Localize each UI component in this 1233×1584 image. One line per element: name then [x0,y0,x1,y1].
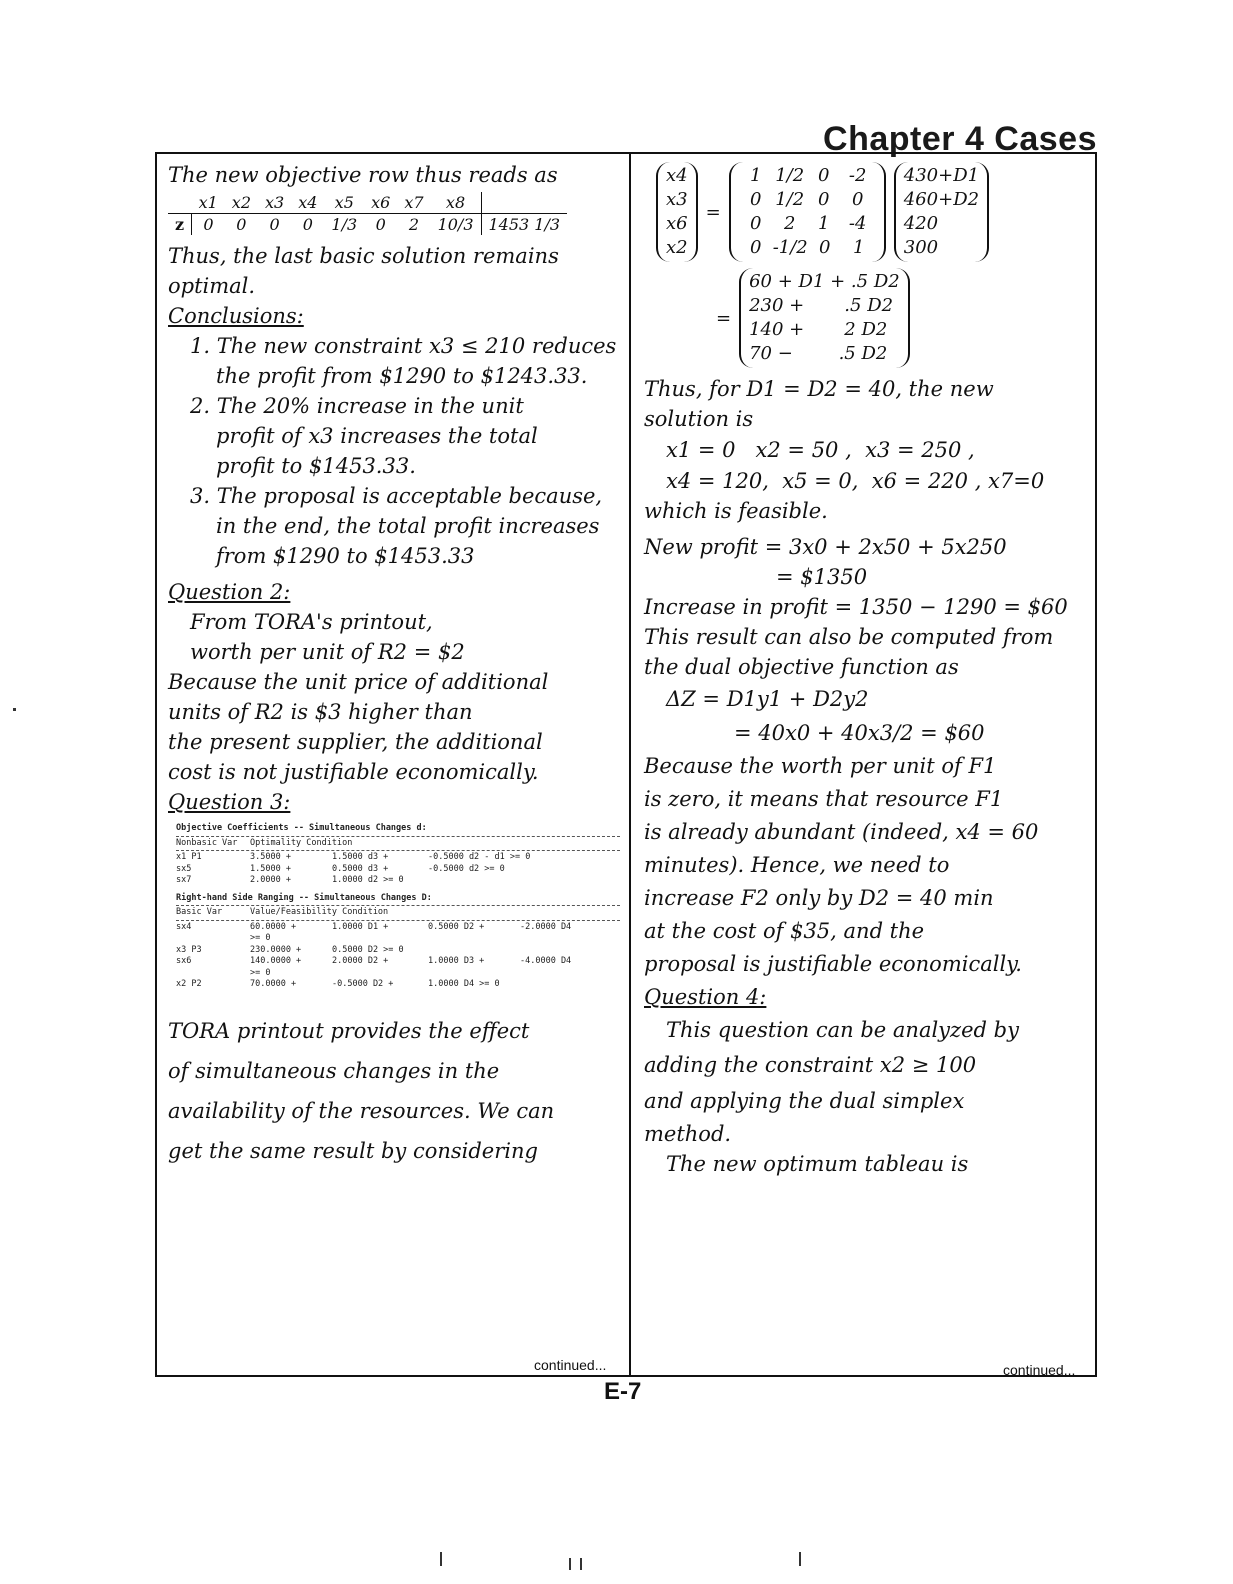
tora-cell: 0.5000 d3 + [332,863,389,874]
matrix-entry: -4 [848,213,867,234]
tora-cell: -0.5000 d2 >= 0 [428,863,505,874]
tora-cell: x3 P3 [176,944,202,955]
equals-sign: = [705,201,721,223]
tora-row [176,968,620,980]
right-column [644,160,1092,1179]
text-line: the present supplier, the additional [168,730,543,754]
question3-heading: Question 3: [168,790,291,814]
text-line: of simultaneous changes in the [168,1058,500,1083]
solution-line: x1 = 0 x2 = 50 , x3 = 250 , [666,438,975,462]
matrix-entry: 0 [817,189,830,210]
tora-cell: >= 0 [250,933,271,943]
delta-line: = 40x0 + 40x3/2 = $60 [734,721,985,745]
text-line: The new optimum tableau is [666,1152,969,1176]
matrix-entry: 1 [749,165,762,186]
text-line: This result can also be computed from [644,625,1054,649]
text-line: units of R2 is $3 higher than [168,700,473,724]
tora-section-title: Right-hand Side Ranging -- Simultaneous Changes D: [176,892,432,903]
result-vector [739,268,910,368]
tora-cell: 0.5000 D2 + [428,921,485,932]
tora-cell: sx4 [176,921,192,932]
table-corner [168,192,192,214]
text-line: and applying the dual simplex [644,1089,965,1113]
vector-entry: 60 + D1 + .5 D2 [749,271,900,292]
equals-sign: = [716,307,732,329]
tora-cell: 70.0000 + [250,979,297,989]
tora-cell: x1 P1 [176,852,202,862]
vector-entry: x6 [666,213,688,234]
text-line: at the cost of $35, and the [644,919,925,943]
result-equation [652,268,1092,368]
col-header: x1 [192,192,225,214]
left-column [168,160,620,1171]
continued-label-right: continued... [1003,1362,1076,1378]
page-number: E-7 [604,1378,642,1405]
matrix-entry: 0 [851,189,864,210]
table-cell: 0 [375,215,386,234]
col-header: x4 [291,192,324,214]
basis-vector [656,162,698,262]
matrix-entry: 0 [819,237,831,258]
scan-mark [569,1558,571,1570]
text-line: Because the unit price of additional [168,670,549,694]
tora-cell [176,968,250,980]
column-divider [629,152,631,1377]
tora-cell: 1.0000 D4 >= 0 [428,979,500,989]
tora-cell: Value/Feasibility Condition [250,907,389,917]
tora-cell: 1.0000 D3 + [428,956,485,966]
conclusions-heading: Conclusions: [168,304,304,328]
vector-entry: x2 [666,237,688,258]
tora-cell: Basic Var [176,907,223,917]
vector-entry: 420 [903,213,939,234]
tora-cell: -2.0000 D4 [520,921,572,932]
tora-row [176,864,620,876]
text-line: optimal. [168,274,256,298]
text-line: Because the worth per unit of F1 [644,754,997,778]
matrix-entry: 1/2 [775,165,805,186]
tora-printout [176,823,620,991]
tora-cell: Optimality Condition [250,837,353,848]
vector-entry: 300 [903,237,939,258]
tora-header-row [176,907,620,919]
matrix-entry: 0 [749,189,762,210]
objective-row-table [168,192,567,235]
text-line: Thus, the last basic solution remains [168,244,559,268]
text-line: This question can be analyzed by [666,1018,1019,1042]
matrix-entry: -2 [848,165,867,186]
table-cell: 0 [269,215,280,234]
col-header: x6 [364,192,397,214]
vector-entry: 460+D2 [903,189,980,210]
matrix-entry: 2 [783,213,796,234]
tora-row [176,945,620,957]
tora-cell: 1.5000 + [250,863,291,874]
conclusion-line: 1. The new constraint x3 ≤ 210 reduces [190,334,617,358]
matrix-entry: 1/2 [775,189,805,210]
conclusion-line: from $1290 to $1453.33 [216,544,475,568]
col-header: x2 [225,192,258,214]
text-line: New profit = 3x0 + 2x50 + 5x250 [644,535,1007,559]
text-line: From TORA's printout, [190,610,433,634]
tora-cell: 230.0000 + [250,944,302,955]
matrix-equation [652,162,1092,262]
tora-cell: 1.5000 d3 + [332,852,389,862]
tora-section-title: Objective Coefficients -- Simultaneous Changes d: [176,823,427,833]
matrix-entry: 1 [853,237,865,258]
matrix-entry: 1 [817,213,830,234]
text-line: which is feasible. [644,499,828,523]
matrix-entry: 0 [749,213,762,234]
text-line: method. [644,1122,732,1146]
tora-cell: Nonbasic Var [176,837,238,848]
row-label: z [168,214,192,236]
text-line: increase F2 only by D2 = 40 min [644,886,994,910]
scan-mark [440,1552,442,1566]
text-line: cost is not justifiable economically. [168,760,539,784]
tora-row [176,875,620,887]
vector-entry: x4 [666,165,688,186]
rhs-cell: 1453 1/3 [481,214,567,236]
tora-cell: 2.0000 D2 + [332,956,389,966]
table-cell: 0 [302,215,313,234]
continued-label-left: continued... [534,1357,607,1373]
table-cell: 2 [408,215,420,234]
tora-cell: sx6 [176,956,192,966]
tora-cell: x2 P2 [176,979,202,989]
tora-row [176,956,620,968]
tora-row [176,933,620,945]
scan-mark [580,1558,582,1570]
delta-line: ΔZ = D1y1 + D2y2 [666,687,869,711]
conclusion-line: 3. The proposal is acceptable because, [190,484,603,508]
vector-entry: x3 [666,189,688,210]
tora-cell: 2.0000 + [250,875,291,885]
col-header: x3 [258,192,291,214]
text-line: is already abundant (indeed, x4 = 60 [644,820,1039,844]
vector-entry: 230 + .5 D2 [749,295,894,316]
rhs-header [481,192,567,214]
intro-line: The new objective row thus reads as [168,163,558,187]
rhs-vector [894,162,989,262]
text-line: = $1350 [776,565,868,589]
col-header: x7 [397,192,430,214]
tora-cell: -4.0000 D4 [520,956,572,966]
tora-cell: sx7 [176,875,192,885]
text-line: the dual objective function as [644,655,959,679]
tora-cell: sx5 [176,863,192,874]
inverse-matrix [729,162,886,262]
text-line: minutes). Hence, we need to [644,853,950,877]
table-cell: 0 [203,215,214,234]
conclusion-line: in the end, the total profit increases [216,514,600,538]
tora-cell: 0.5000 D2 >= 0 [332,944,404,955]
text-line: get the same result by considering [168,1138,538,1163]
col-header: x5 [324,192,364,214]
tora-cell: 1.0000 d2 >= 0 [332,875,404,885]
conclusion-line: profit of x3 increases the total [216,424,538,448]
text-line: proposal is justifiable economically. [644,952,1022,976]
tora-row [176,922,620,934]
tora-cell: >= 0 [250,967,271,978]
conclusion-line: the profit from $1290 to $1243.33. [216,364,588,388]
matrix-entry: 0 [749,237,762,258]
vector-entry: 70 − .5 D2 [749,343,888,364]
tora-cell: 1.0000 D1 + [332,921,389,932]
text-line: adding the constraint x2 ≥ 100 [644,1053,977,1077]
conclusion-line: profit to $1453.33. [216,454,416,478]
conclusion-line: 2. The 20% increase in the unit [190,394,524,418]
text-line: TORA printout provides the effect [168,1018,530,1043]
scan-mark [13,708,16,711]
col-header: x8 [431,192,481,214]
question4-heading: Question 4: [644,985,767,1009]
tora-row [176,979,620,991]
tora-cell: -0.5000 D2 + [332,979,394,989]
tora-cell: -0.5000 d2 - d1 >= 0 [428,852,531,862]
solution-line: x4 = 120, x5 = 0, x6 = 220 , x7=0 [666,469,1045,493]
tora-cell: 60.0000 + [250,921,297,932]
matrix-entry: 0 [817,165,830,186]
text-line: availability of the resources. We can [168,1098,555,1123]
vector-entry: 430+D1 [903,165,980,186]
tora-row [176,852,620,864]
vector-entry: 140 + 2 D2 [749,319,888,340]
table-cell: 10/3 [437,215,474,234]
matrix-entry: -1/2 [772,237,808,258]
tora-cell: 140.0000 + [250,956,302,966]
question2-heading: Question 2: [168,580,291,604]
tora-cell: 3.5000 + [250,852,291,862]
tora-header-row [176,838,620,850]
text-line: Increase in profit = 1350 − 1290 = $60 [644,595,1068,619]
tora-cell [176,933,250,945]
text-line: Thus, for D1 = D2 = 40, the new [644,377,994,401]
table-cell: 0 [236,215,247,234]
text-line: solution is [644,407,754,431]
text-line: worth per unit of R2 = $2 [190,640,465,664]
chapter-title: Chapter 4 Cases [823,120,1097,158]
table-cell: 1/3 [331,215,358,234]
text-line: is zero, it means that resource F1 [644,787,1004,811]
scan-mark [799,1552,801,1566]
